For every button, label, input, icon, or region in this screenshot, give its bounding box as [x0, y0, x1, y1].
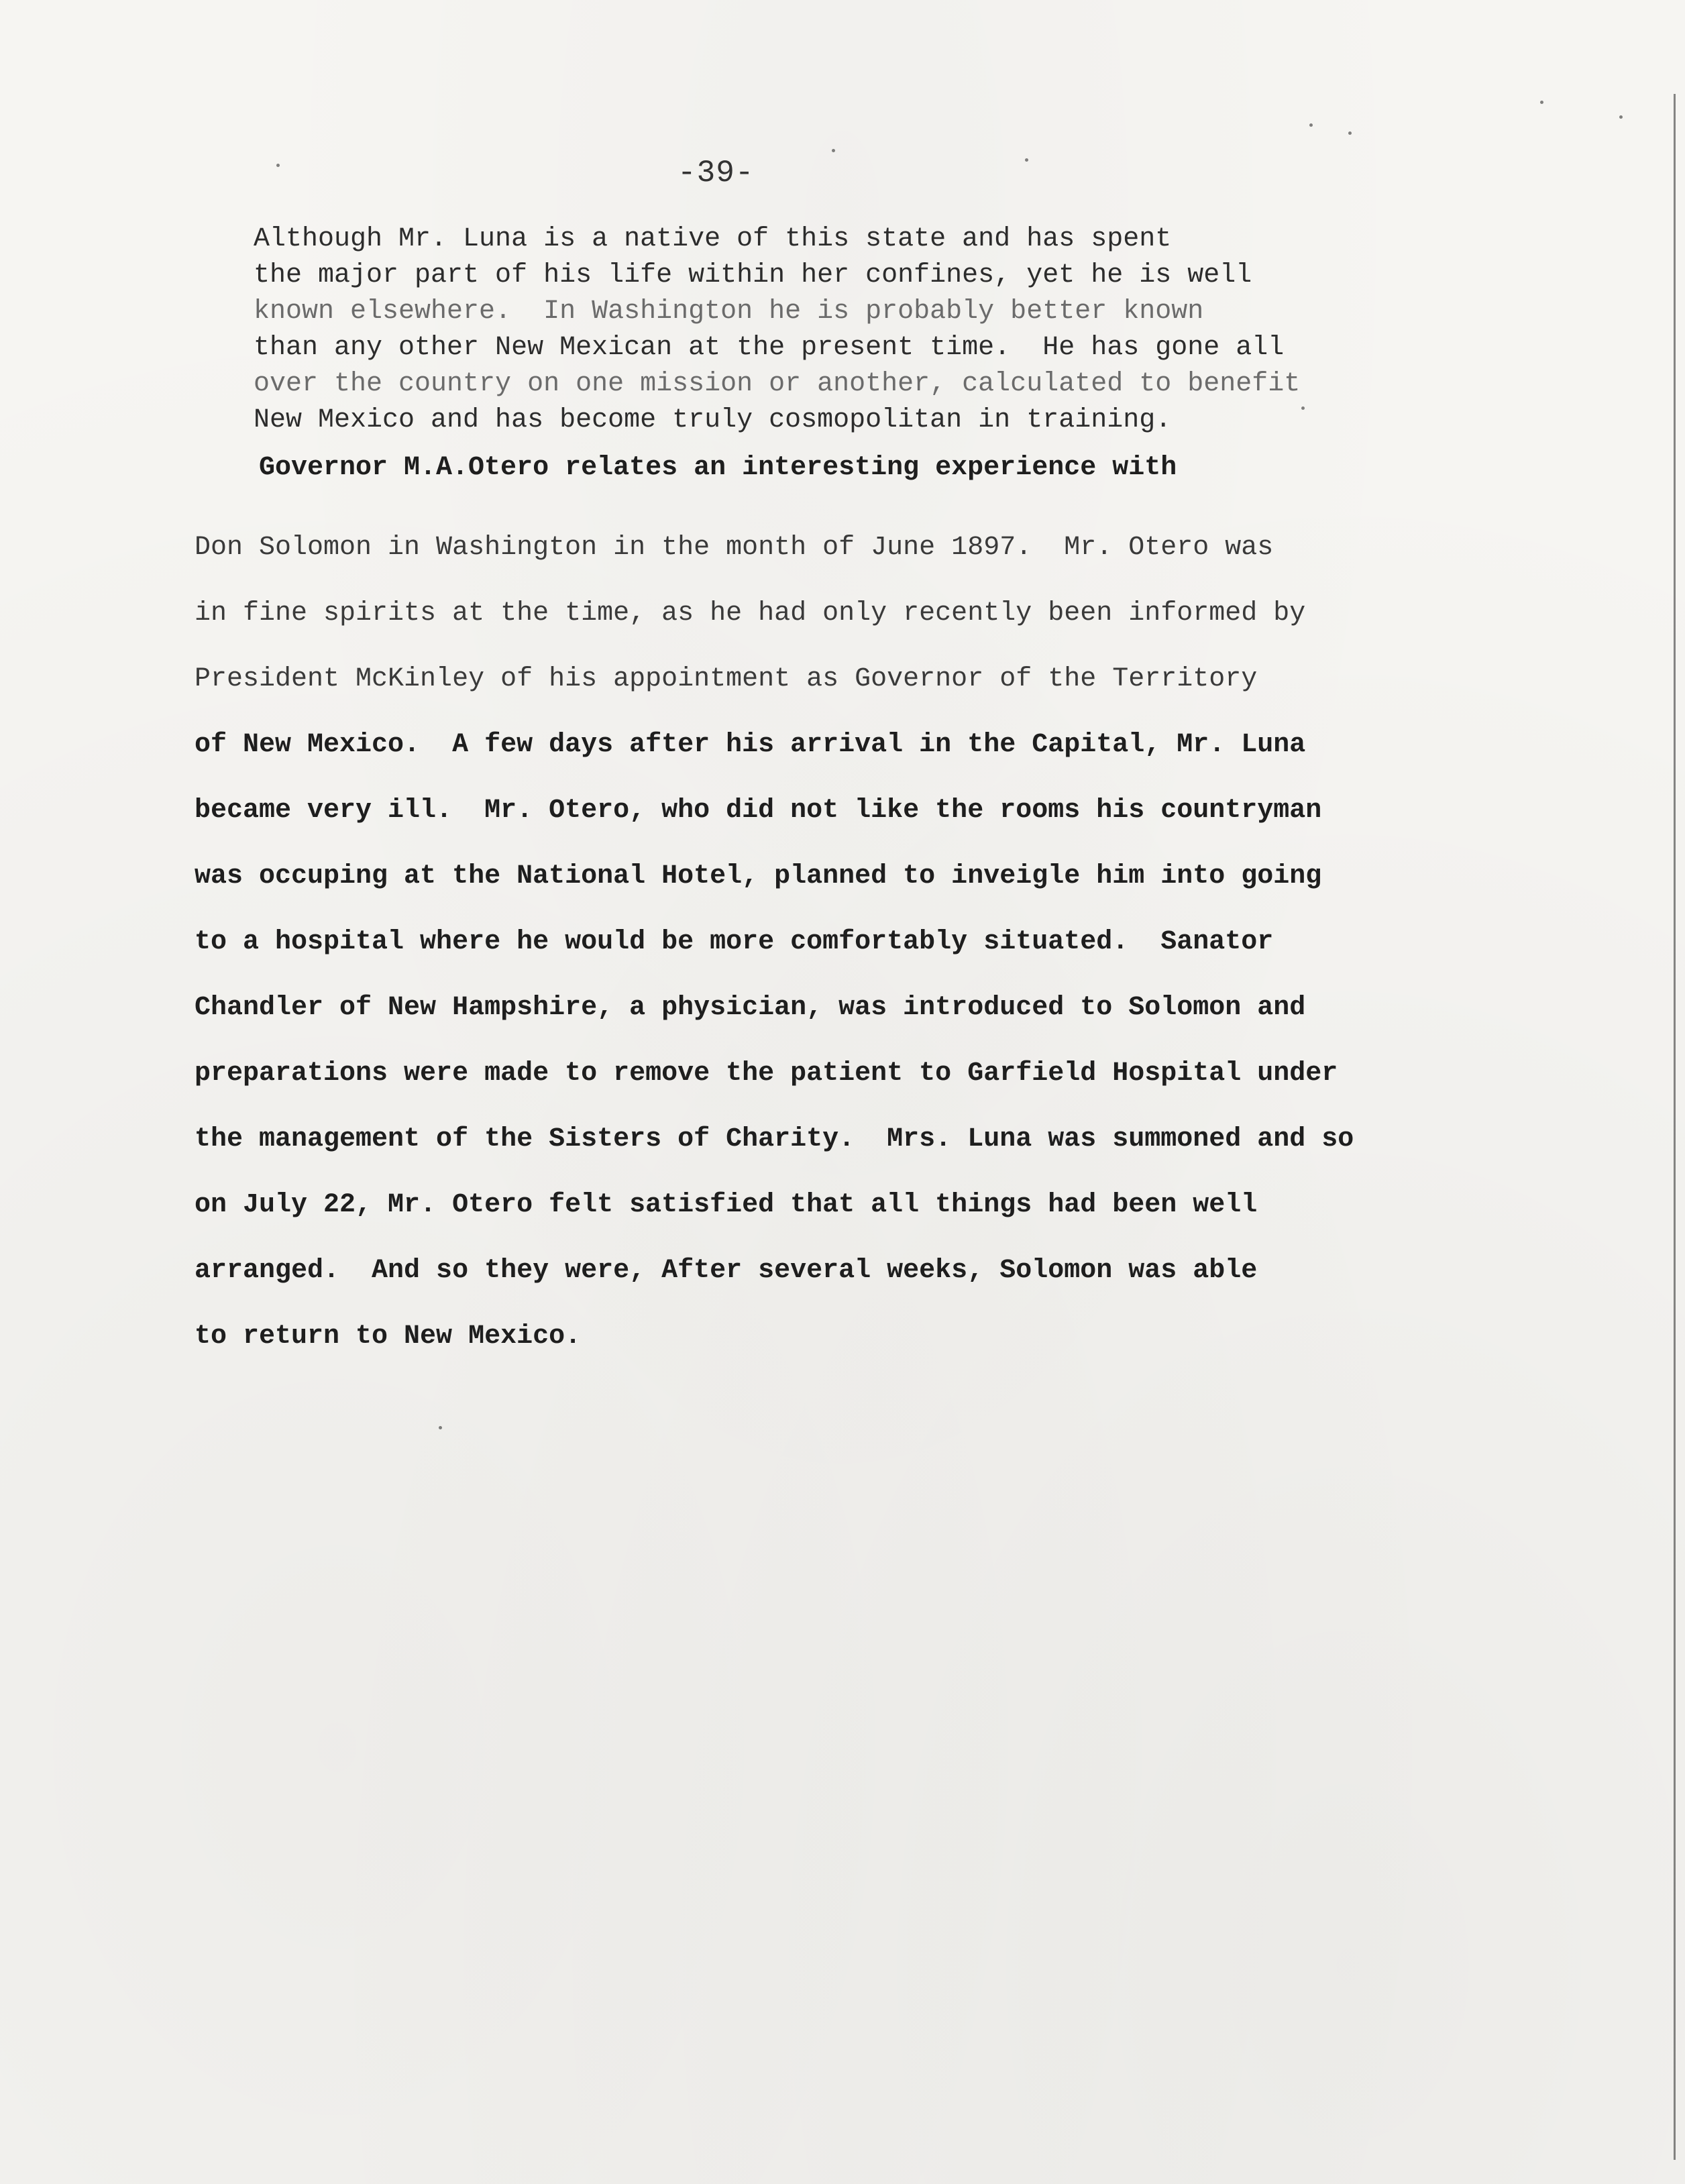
paragraph-single-spaced: [254, 221, 1448, 439]
paragraph-double-spaced: [195, 448, 1469, 1370]
text-line: Although Mr. Luna is a native of this state and has spent: [254, 224, 1172, 254]
text-line: President McKinley of his appointment as Governor of the Territory: [195, 664, 1258, 694]
text-line: preparations were made to remove the patient to Garfield Hospital under: [195, 1058, 1338, 1089]
text-line: on July 22, Mr. Otero felt satisfied that all things had been well: [195, 1190, 1258, 1220]
text-line: Don Solomon in Washington in the month of June 1897. Mr. Otero was: [195, 533, 1274, 563]
text-line: to a hospital where he would be more comfortably situated. Sanator: [195, 927, 1274, 957]
text-line: Chandler of New Hampshire, a physician, was introduced to Solomon and: [195, 993, 1306, 1023]
ink-speck: [439, 1426, 442, 1429]
ink-speck: [1619, 115, 1623, 119]
text-line: Governor M.A.Otero relates an interesting experience with: [259, 453, 1177, 483]
ink-speck: [1309, 123, 1313, 127]
ink-speck: [1348, 131, 1352, 135]
text-line: than any other New Mexican at the present time. He has gone all: [254, 333, 1285, 363]
text-line: the major part of his life within her confines, yet he is well: [254, 260, 1252, 290]
text-line: arranged. And so they were, After several weeks, Solomon was able: [195, 1256, 1258, 1286]
text-line: the management of the Sisters of Charity. Mrs. Luna was summoned and so: [195, 1124, 1354, 1154]
text-line: over the country on one mission or another, calculated to benefit: [254, 369, 1301, 399]
ink-speck: [276, 164, 280, 167]
text-line: to return to New Mexico.: [195, 1321, 582, 1352]
page-number: -39-: [677, 156, 755, 190]
page-edge-line: [1674, 94, 1676, 2160]
text-line: known elsewhere. In Washington he is probably better known: [254, 296, 1204, 327]
ink-speck: [1540, 101, 1543, 104]
text-line: New Mexico and has become truly cosmopolitan in training.: [254, 405, 1172, 435]
text-line: of New Mexico. A few days after his arrival in the Capital, Mr. Luna: [195, 730, 1306, 760]
text-line: in fine spirits at the time, as he had only recently been informed by: [195, 598, 1306, 629]
ink-speck: [832, 149, 835, 152]
text-line: became very ill. Mr. Otero, who did not like the rooms his countryman: [195, 796, 1322, 826]
ink-speck: [1025, 158, 1028, 162]
text-line: was occuping at the National Hotel, planned to inveigle him into going: [195, 861, 1322, 891]
